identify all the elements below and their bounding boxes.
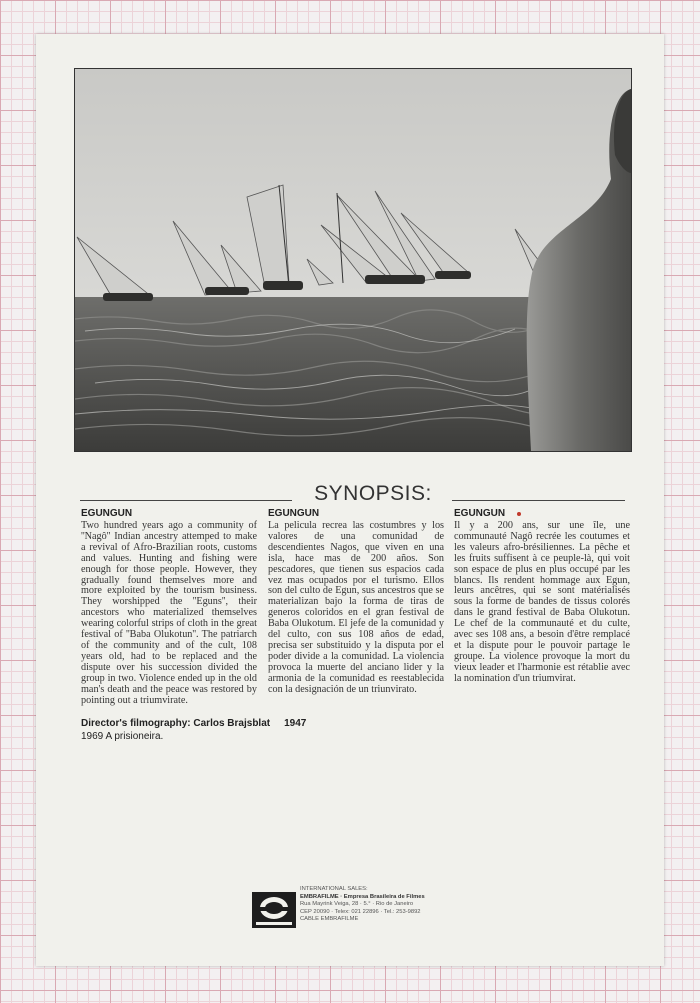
sales-cable: CABLE EMBRAFILME xyxy=(300,916,359,923)
column-text: Two hundred years ago a community of ''Nagô'' Indian ancestry attemped to make a revival of Afro-Brazilian roots, customs and values. Hunting and fishing were enough for those people. However, they gradually found themselves more and more exploited by the tourism business. They worshipped the ''Eguns'', their ancestors who materialized themselves wearing colorful strips of cloth in the great festival of ''Baba Olukotun''. The patriarch of the community and of the cult, 108 years old, had to be replaced and the dispute over his succession divided the group in two. Violence ended up in the old man's death and the peace was restored by pointing out a triumvirate. xyxy=(81,520,257,706)
international-sales-block xyxy=(252,886,492,934)
sales-line: INTERNATIONAL SALES: xyxy=(300,886,368,892)
director-filmography xyxy=(81,718,381,742)
divider-left xyxy=(80,500,292,501)
column-title: EGUNGUN xyxy=(454,508,506,519)
column-text: La pelicula recrea las costumbres y los valores de una comunidad de descendientes Nagos, que viven en una isla, hace mas de 200 años. Son pescadores, que tienen sus espacios cada vez mas ocupados por el turismo. Ellos son del culto de Egun, sus ancestros que se materializan bajo la forma de tiras de generos coloridos en el gran festival de Baba Olukotum. El jefe de la comunidad y del culto, con sus 108 años de edad, precisa ser substituido y la disputa por el poder divide a la comunidad. La violencia provoca la muerte del anciano lider y la armonia de la comunidad es reestablecida con la designación de un triunvirato. xyxy=(268,520,444,695)
embrafilme-logo-icon xyxy=(252,892,296,928)
synopsis-heading xyxy=(80,480,625,506)
synopsis-title: SYNOPSIS: xyxy=(314,482,432,505)
poster-sheet xyxy=(36,34,664,966)
divider-right xyxy=(452,500,625,501)
sales-contact: CEP 20090 · Telex: 021 22896 · Tel.: 253-9892 xyxy=(300,908,421,915)
film-still-photo xyxy=(74,68,632,452)
sales-brand: EMBRAFILME · Empresa Brasileira de Filmes xyxy=(300,893,425,900)
filmography-list: 1969 A prisioneira. xyxy=(81,731,164,742)
sales-address: Rua Mayrink Veiga, 28 · 5.° · Rio de Janeiro xyxy=(300,901,414,908)
column-title: EGUNGUN xyxy=(81,508,133,519)
filmography-heading xyxy=(81,718,381,729)
synopsis-column-spanish xyxy=(268,508,444,696)
synopsis-column-french xyxy=(454,508,630,685)
filmography-label: Director's filmography: Carlos Brajsblat xyxy=(81,718,271,729)
synopsis-column-english xyxy=(81,508,257,706)
column-text: Il y a 200 ans, sur une île, une communauté Nagô recrée les coutumes et les valeurs afro-brésiliennes. La pêche et les fruits suffisent à ce peuple-là, qui voit son espace de plus en plus occupé par les blancs. Ils rendent hommage aux Egun, leurs ancêtres, qui se sont matérialisés sous la forme de bandes de tissus colorés dans le grand festival de Baba Olukotun. Le chef de la communauté et du culte, avec ses 108 ans, a besoin d'être remplacé et la dispute pour le pouvoir partage le groupe. La violence provoque la mort du vieux leader et l'harmonie est rétablie avec la nomination d'un triumvirat. xyxy=(454,520,630,684)
red-dot-mark xyxy=(517,512,521,516)
column-title: EGUNGUN xyxy=(268,508,320,519)
sales-contact-info xyxy=(300,886,425,924)
filmography-year: 1947 xyxy=(284,718,307,729)
sailboats-image xyxy=(75,69,631,451)
